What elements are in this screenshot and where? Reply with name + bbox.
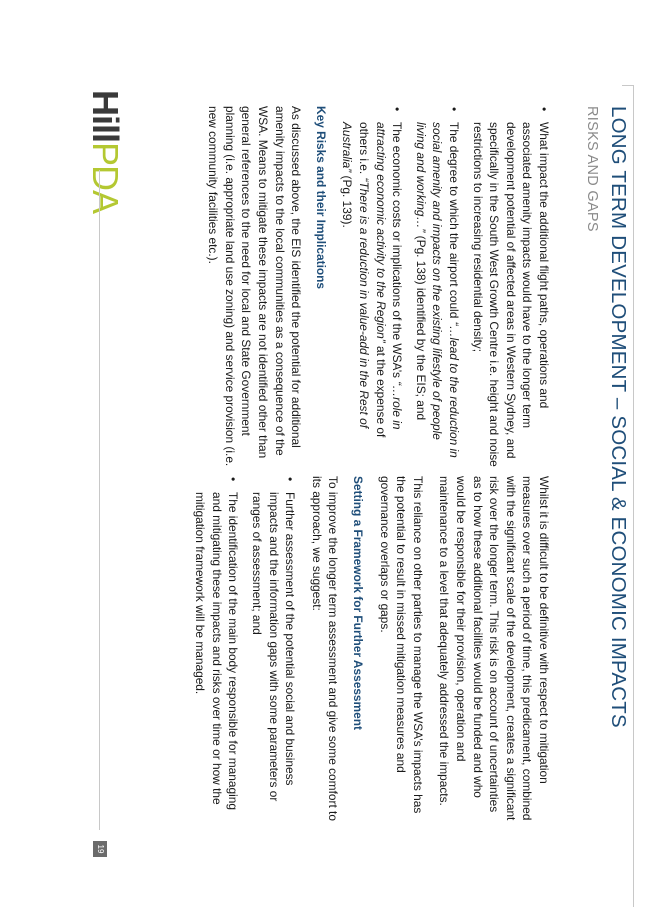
list-item (469, 106, 552, 468)
bullet-icon: • (447, 107, 462, 112)
list-item (192, 476, 242, 821)
logo-text-pda: PDA (85, 142, 126, 214)
bullet-icon: • (226, 477, 241, 482)
list-item-text: What impact the additional flight paths, operations and associated amenity impacts would have to the longer term development potential of affected areas in Western Sydney, and specifically in the South West Growth Centre i.e. height and noise restrictions to increasing residential density; (470, 122, 551, 467)
list-item-text: The identification of the main body responsible for managing and mitigating these impacts and risks over time or how the mitigation framework will be managed. (193, 492, 241, 810)
impact-questions-list (339, 106, 552, 468)
key-risks-paragraph: As discussed above, the EIS identified the potential for additional amenity impacts to the local communities as a consequence of the WSA. Means to mitigate these impacts are not identified other than general references to the need for local and State Government planning (i.e. appropriate land use zoning) and service provision (i.e. new community facilities etc.). (206, 106, 304, 467)
section-heading-key-risks: Key Risks and their Implications (313, 106, 328, 290)
list-item (249, 476, 299, 821)
bullet-icon: • (390, 107, 405, 112)
section-heading-framework: Setting a Framework for Further Assessment (351, 476, 366, 730)
suggestion-intro: To improve the longer term assessment and give some comfort to its approach, we suggest: (309, 476, 341, 821)
page-subtitle: RISKS AND GAPS (584, 106, 600, 232)
footer-rule (99, 170, 100, 830)
page-title: LONG TERM DEVELOPMENT – SOCIAL & ECONOMIC IMPACTS (607, 106, 630, 728)
header-rule (633, 85, 634, 907)
bullet-icon: • (537, 107, 551, 112)
list-item (339, 106, 405, 468)
list-item-text-pre: The economic costs or implications of the WSA’s (390, 122, 405, 382)
list-item-text-mid: at the expense of others i.e. (357, 122, 388, 438)
right-column (182, 476, 552, 821)
list-item (412, 106, 462, 468)
header-rule-tick (622, 85, 634, 86)
quote-text: “…role in attracting economic activity to the Region” (373, 122, 405, 430)
quote-text: “…lead to the reduction in social amenity and impacts on the existing lifestyle of people living and working…” (413, 122, 462, 458)
quote-text: “There is a reduction in value-add in the Rest of Australia” (340, 122, 372, 429)
hillpda-logo (84, 90, 126, 213)
logo-text-hill: Hill (85, 90, 126, 143)
list-item-text: Further assessment of the potential social and business impacts and the information gaps with some parameters or ranges of assessment; and (250, 492, 298, 802)
reliance-paragraph: This reliance on other parties to manage the WSA’s impacts has the potential to result in missed mitigation measures and governance overlaps or gaps. (377, 476, 425, 814)
list-item-text-pre: The degree to which the airport could (447, 122, 462, 322)
list-item-text-post: (Pg. 138) identified by the EIS; and (413, 232, 428, 421)
mitigation-paragraph: Whilst it is difficult to be definitive with respect to mitigation measures over such a period of time, this predicament, combined with the significant scale of the development, creates a significant risk over the longer term. This risk is on account of uncertainties as to how these additional facilities would be funded and who would be responsible for their provision, operation and maintenance to a level that adequately addressed the impacts. (437, 476, 551, 821)
page-number-badge: 19 (93, 841, 107, 857)
list-item-text-post: (Pg. 139). (340, 172, 355, 228)
bullet-icon: • (283, 477, 298, 482)
left-column (195, 106, 552, 468)
suggestions-list (192, 476, 299, 821)
